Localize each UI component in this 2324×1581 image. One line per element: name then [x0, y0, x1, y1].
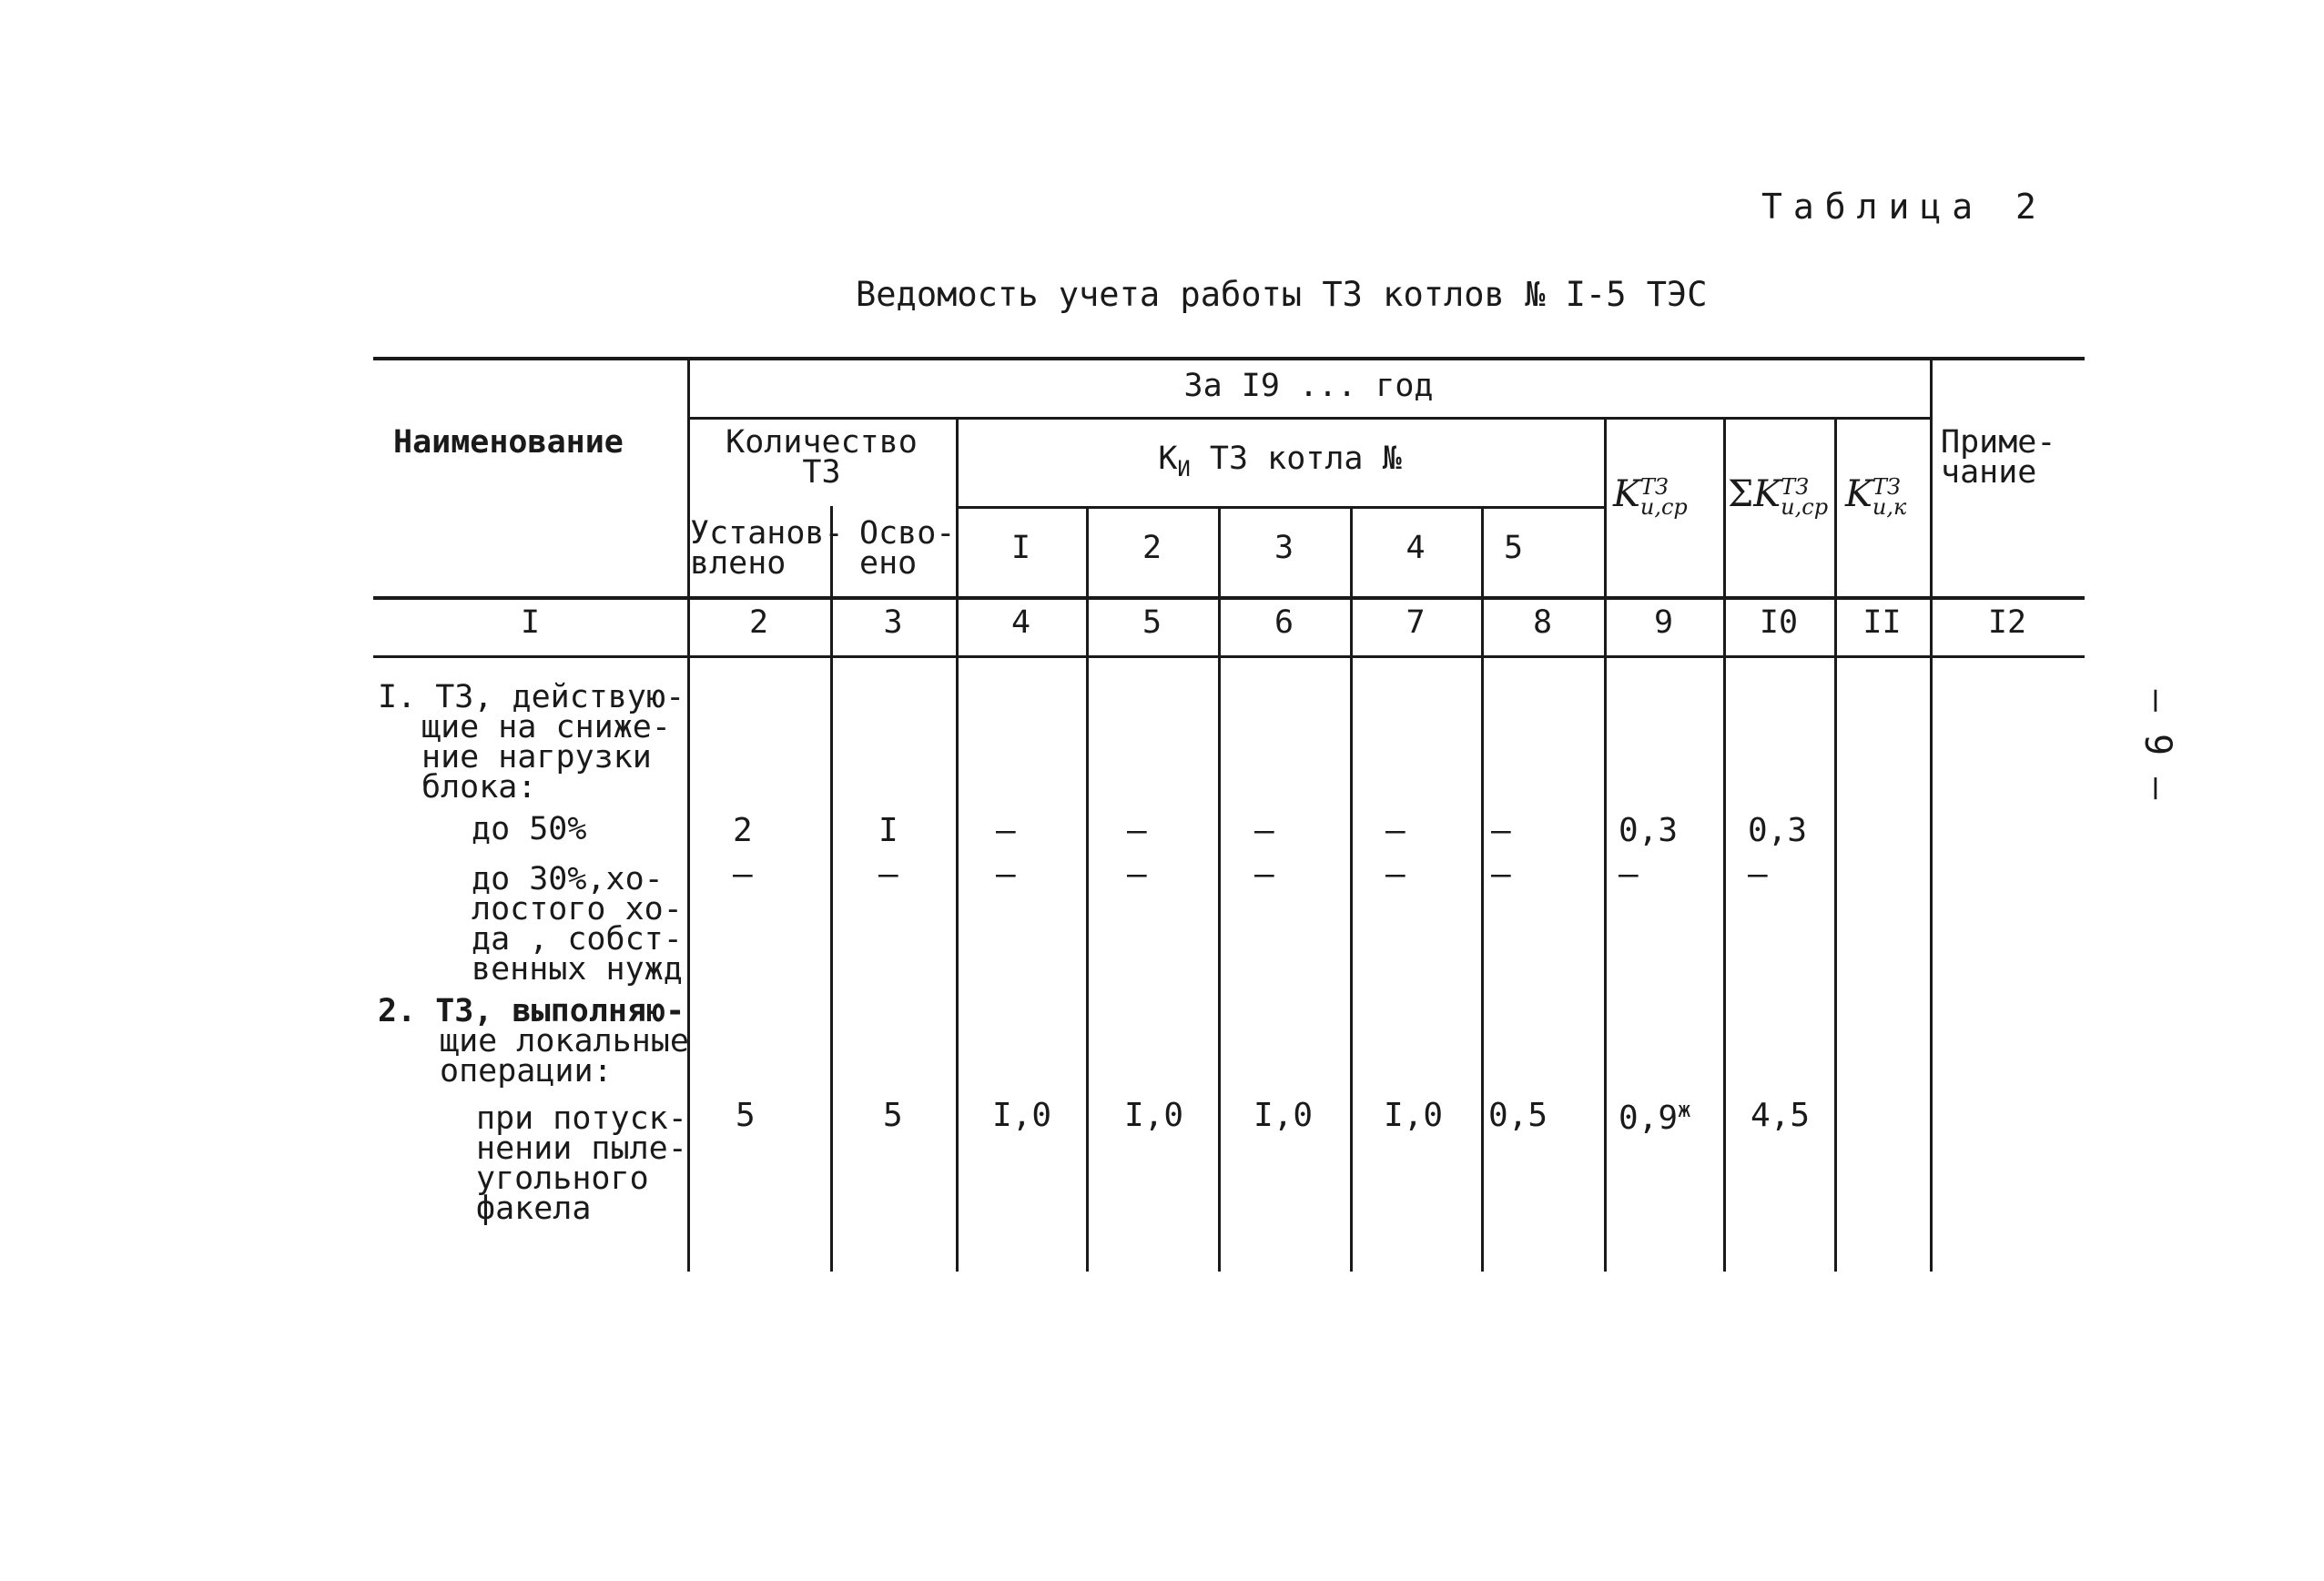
- k-avg-base: K: [1613, 473, 1640, 515]
- header-boiler-3: 3: [1274, 530, 1294, 566]
- section1-title-line: I. ТЗ, действую-: [378, 679, 685, 715]
- cell-boiler-4: I,0: [1384, 1097, 1444, 1134]
- header-installed-line2: влено: [690, 545, 787, 582]
- cell-installed: 2: [733, 812, 753, 849]
- cell-mastered: 5: [883, 1097, 903, 1134]
- col-number: 7: [1406, 604, 1426, 641]
- row-label: венных нужд: [472, 951, 683, 988]
- boiler-rule: [956, 506, 1604, 509]
- cell-boiler-1: –: [996, 856, 1016, 893]
- cell-boiler-2: –: [1127, 856, 1147, 893]
- k-ik-sub: и,к: [1872, 494, 1907, 520]
- header-ki-k: К: [1158, 441, 1178, 477]
- section1-title-line: щие на сниже-: [421, 709, 671, 745]
- col-number: II: [1862, 604, 1902, 641]
- section2-title-line: щие локальные: [440, 1023, 689, 1059]
- row-label: угольного: [476, 1160, 649, 1197]
- col-rule-10: [1834, 417, 1837, 1272]
- page-number: – 9 –: [2136, 689, 2179, 800]
- header-sum-k-avg: [1728, 473, 1829, 520]
- cell-installed: 5: [736, 1097, 756, 1134]
- k-avg-sup: ТЗ: [1639, 474, 1669, 500]
- col-number: 5: [1142, 604, 1162, 641]
- sum-sigma: Σ: [1728, 473, 1754, 515]
- period-rule: [687, 417, 1930, 420]
- cell-mastered: I: [878, 812, 898, 849]
- sum-k-base: K: [1753, 473, 1781, 515]
- header-k-avg: [1613, 473, 1688, 520]
- header-boiler-1: I: [1010, 530, 1031, 566]
- header-ki-group: [956, 441, 1604, 484]
- header-note-line2: чание: [1941, 454, 2037, 491]
- row-label: нении пыле-: [476, 1130, 687, 1167]
- k-avg-value: 0,9: [1619, 1100, 1679, 1137]
- k-avg-sub: и,ср: [1639, 494, 1688, 520]
- col-number: 6: [1274, 604, 1294, 641]
- cell-boiler-5: –: [1491, 856, 1511, 893]
- cell-k-avg: 0,3: [1619, 812, 1679, 849]
- header-ki-sub: И: [1177, 456, 1191, 481]
- row-label: при потуск-: [476, 1100, 687, 1137]
- col-number: 2: [748, 604, 769, 641]
- document-title: Ведомость учета работы ТЗ котлов № I-5 ТЭС: [856, 275, 1708, 314]
- header-ki-rest: ТЗ котла №: [1190, 441, 1402, 477]
- section1-title-line: ние нагрузки: [421, 739, 652, 775]
- cell-boiler-3: –: [1254, 812, 1274, 849]
- cell-sum-k-avg: –: [1748, 856, 1768, 893]
- table-top-rule: [373, 357, 2085, 360]
- cell-sum-k-avg: 0,3: [1748, 812, 1808, 849]
- cell-boiler-3: I,0: [1253, 1097, 1314, 1134]
- row-label: до 30%,хо-: [472, 861, 664, 897]
- header-name: Наименование: [393, 424, 624, 461]
- col-number: 8: [1532, 604, 1553, 641]
- col-number: 9: [1653, 604, 1674, 641]
- header-boiler-2: 2: [1142, 530, 1162, 566]
- k-ik-base: K: [1845, 473, 1872, 515]
- cell-k-avg: –: [1619, 856, 1639, 893]
- col-rule-8: [1604, 417, 1607, 1272]
- sum-k-sub: и,ср: [1781, 494, 1829, 520]
- sum-k-sup: ТЗ: [1781, 474, 1810, 500]
- cell-mastered: –: [878, 856, 898, 893]
- cell-boiler-1: I,0: [992, 1097, 1052, 1134]
- col-number: I0: [1759, 604, 1799, 641]
- header-count-line2: ТЗ: [802, 454, 841, 491]
- cell-k-avg: [1619, 1097, 1690, 1137]
- col-number: 3: [883, 604, 903, 641]
- header-mastered-line1: Осво-: [859, 515, 956, 552]
- cell-boiler-2: I,0: [1124, 1097, 1184, 1134]
- row-label: лостого хо-: [472, 891, 683, 927]
- section1-title-line: блока:: [421, 769, 537, 806]
- row-label: факела: [476, 1191, 592, 1227]
- cell-boiler-5: 0,5: [1488, 1097, 1548, 1134]
- header-boiler-5: 5: [1504, 530, 1524, 566]
- header-boiler-4: 4: [1406, 530, 1426, 566]
- header-k-ik: [1845, 473, 1907, 520]
- header-mastered-line2: ено: [859, 545, 918, 582]
- col-rule-12: [1930, 357, 1933, 1272]
- row-label: да , собст-: [472, 921, 683, 958]
- cell-boiler-2: –: [1127, 812, 1147, 849]
- col-number: I2: [1987, 604, 2027, 641]
- row-label: до 50%: [472, 811, 587, 847]
- cell-boiler-5: –: [1491, 812, 1511, 849]
- col-rule-9: [1723, 417, 1726, 1272]
- cell-boiler-4: –: [1385, 856, 1406, 893]
- cell-sum-k-avg: 4,5: [1751, 1097, 1811, 1134]
- colnum-rule: [373, 655, 2085, 658]
- col-number: I: [520, 604, 541, 641]
- header-count-line1: Количество: [726, 424, 918, 461]
- cell-boiler-1: –: [996, 812, 1016, 849]
- header-note-line1: Приме-: [1941, 424, 2056, 461]
- header-bottom-rule: [373, 596, 2085, 600]
- header-period: За I9 ... год: [1183, 368, 1434, 404]
- footnote-mark: ж: [1678, 1097, 1691, 1122]
- col-number: 4: [1010, 604, 1031, 641]
- header-installed-line1: Установ-: [690, 515, 844, 552]
- section2-title-line: 2. ТЗ, выполняю-: [378, 993, 685, 1029]
- table-label: Таблица 2: [1761, 187, 2047, 227]
- section2-title-line: операции:: [440, 1053, 613, 1089]
- k-ik-sup: ТЗ: [1872, 474, 1901, 500]
- cell-installed: –: [733, 856, 753, 893]
- cell-boiler-3: –: [1254, 856, 1274, 893]
- col-rule-1: [687, 357, 690, 1272]
- cell-boiler-4: –: [1385, 812, 1406, 849]
